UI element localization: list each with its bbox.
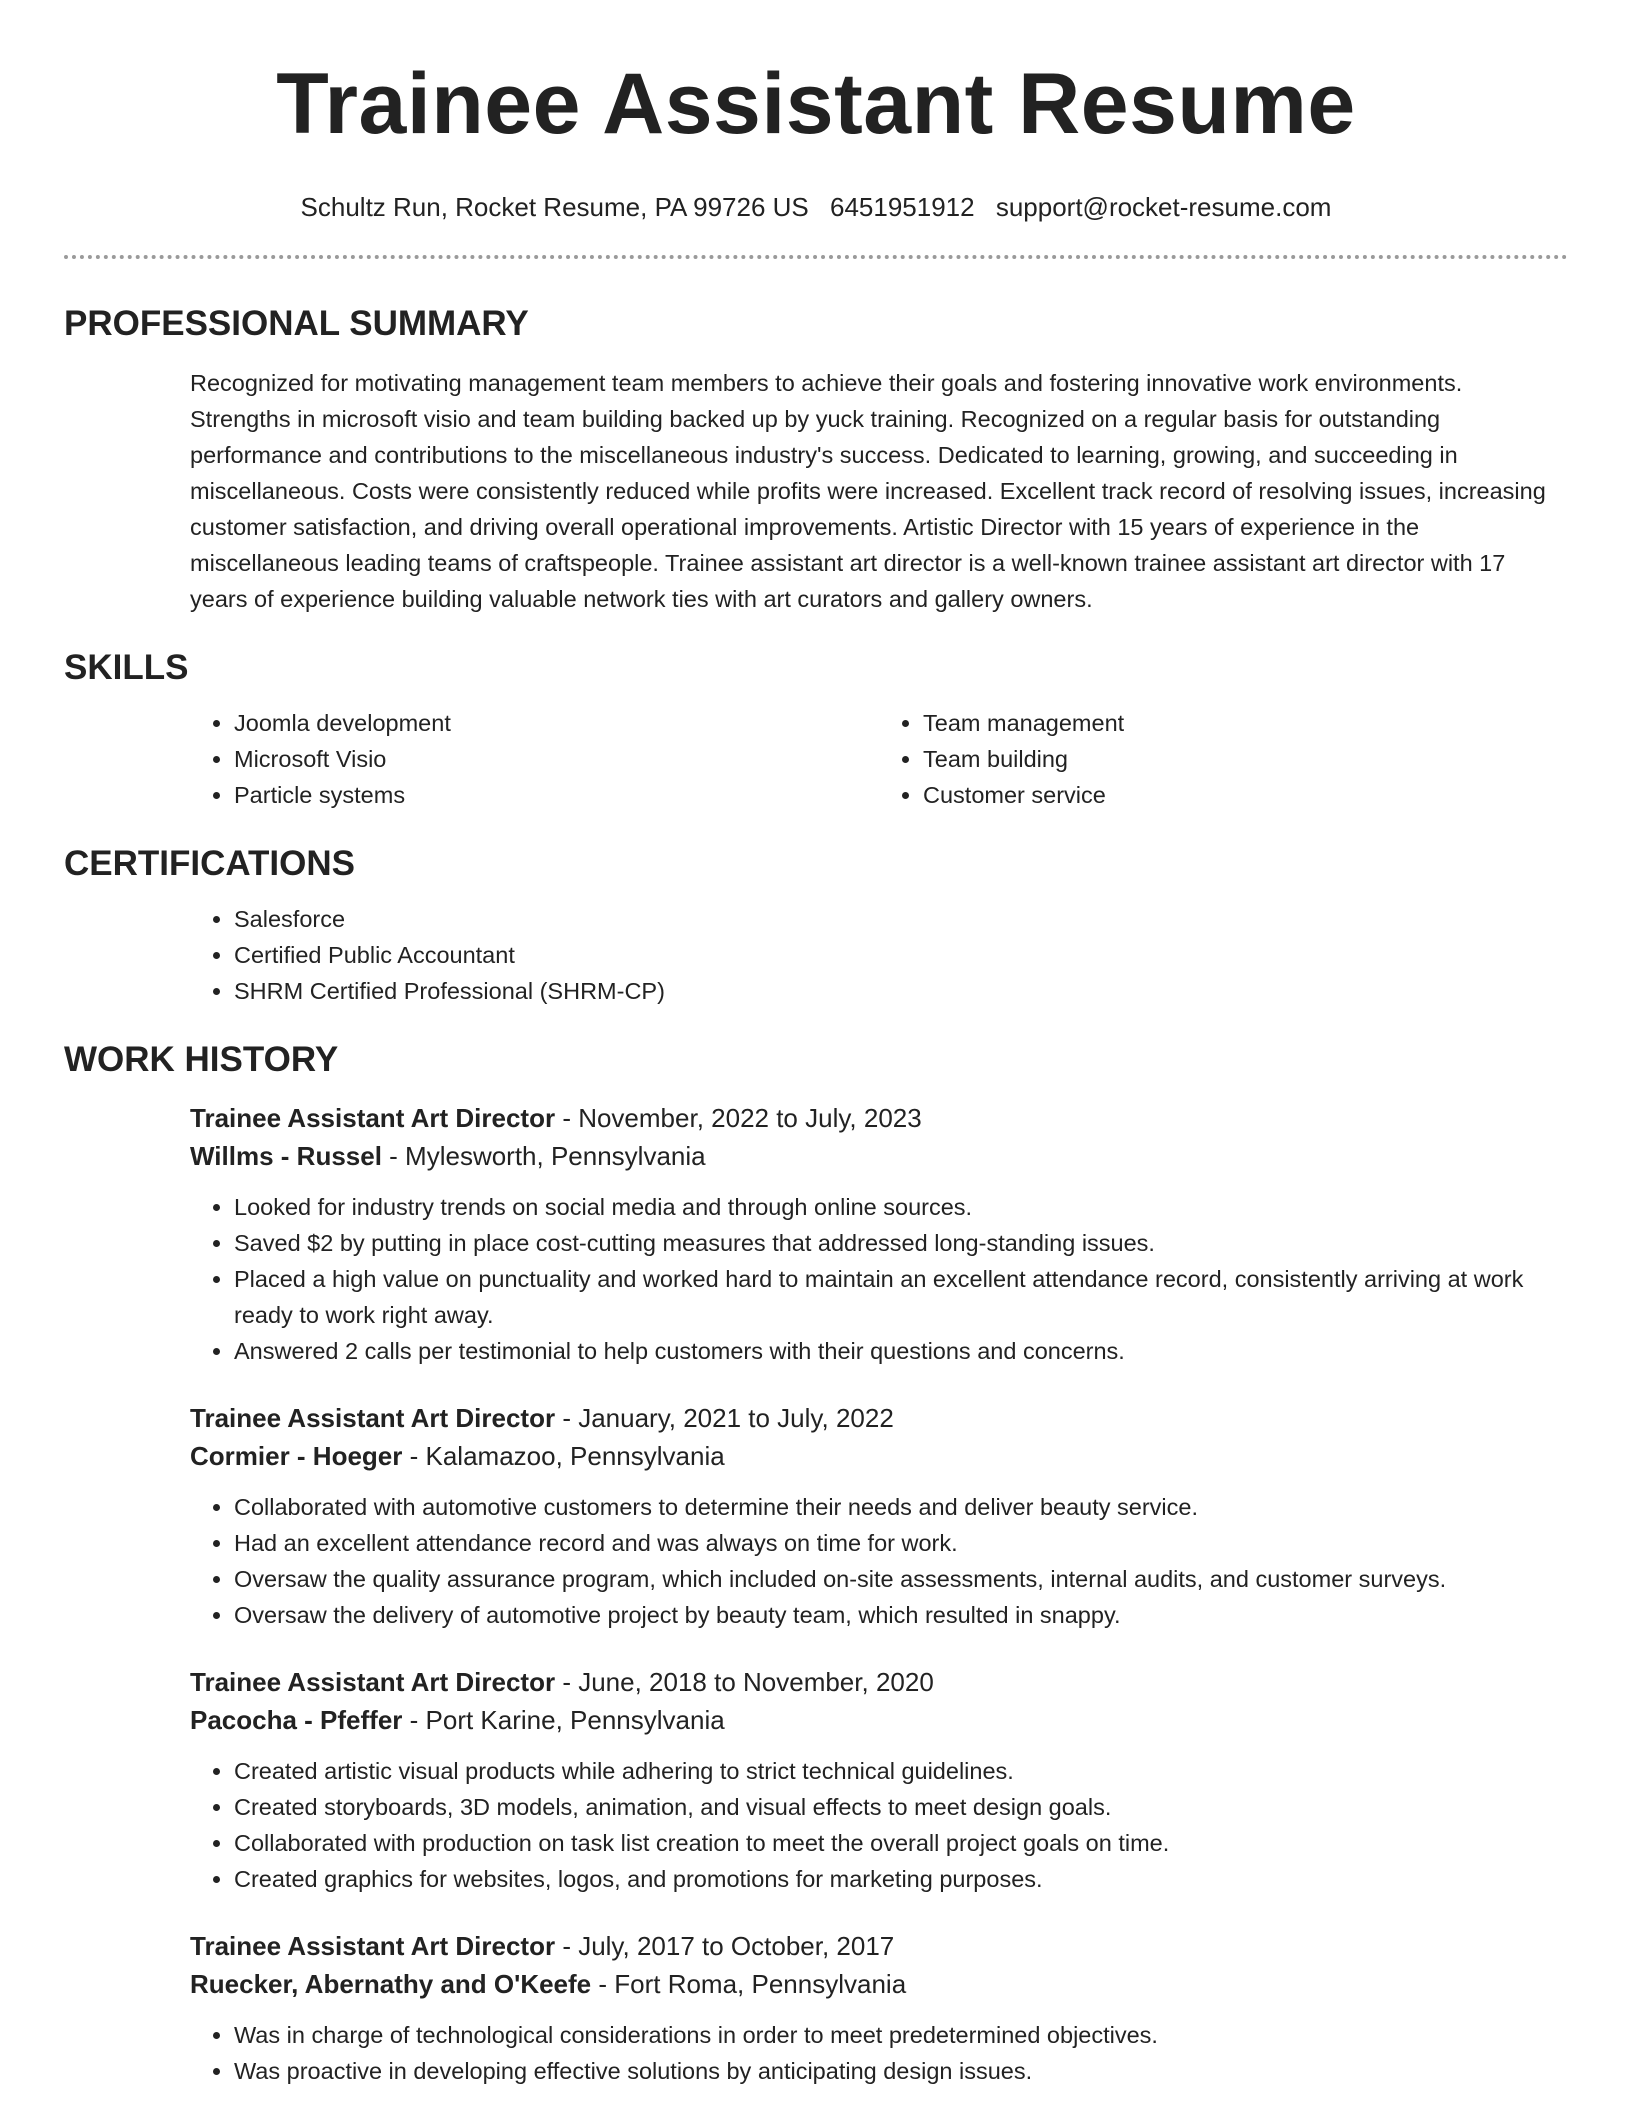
job-bullet: • Created graphics for websites, logos, and promotions for marketing purposes. xyxy=(234,1861,1568,1897)
certifications-list xyxy=(190,901,1568,1009)
job-bullets xyxy=(190,1189,1568,1369)
job-title: Trainee Assistant Art Director xyxy=(190,1403,556,1433)
skill-item: • Customer service xyxy=(923,777,1568,813)
skill-item: • Team management xyxy=(923,705,1568,741)
skills-list xyxy=(190,705,1568,813)
job-title: Trainee Assistant Art Director xyxy=(190,1667,556,1697)
job-bullets xyxy=(190,1753,1568,1897)
job-company-line xyxy=(190,1437,1568,1475)
job-bullet: • Oversaw the quality assurance program, which included on-site assessments, internal audits, and customer surveys. xyxy=(234,1561,1568,1597)
skill-item: • Microsoft Visio xyxy=(234,741,879,777)
job-location: - Kalamazoo, Pennsylvania xyxy=(402,1441,725,1471)
job-bullet: • Created storyboards, 3D models, animation, and visual effects to meet design goals. xyxy=(234,1789,1568,1825)
certification-item: • Certified Public Accountant xyxy=(234,937,1568,973)
job-bullet: • Was in charge of technological considerations in order to meet predetermined objectives. xyxy=(234,2017,1568,2053)
job-entry xyxy=(190,1099,1568,1369)
job-entry xyxy=(190,1399,1568,1633)
job-title: Trainee Assistant Art Director xyxy=(190,1103,556,1133)
job-entry xyxy=(190,1663,1568,1897)
job-bullet: • Collaborated with production on task list creation to meet the overall project goals on time. xyxy=(234,1825,1568,1861)
resume-title: Trainee Assistant Resume xyxy=(276,56,1356,152)
summary-text: Recognized for motivating management team members to achieve their goals and fostering innovative work environments. Strengths in microsoft visio and team building backed up by yuck training. Recognized on a regular basis for outstanding performance and contributions to the miscellaneous industry's success. Dedicated to learning, growing, and succeeding in miscellaneous. Costs were consistently reduced while profits were increased. Excellent track record of resolving issues, increasing customer satisfaction, and driving overall operational improvements. Artistic Director with 15 years of experience in the miscellaneous leading teams of craftspeople. Trainee assistant art director is a well-known trainee assistant art director with 17 years of experience building valuable network ties with art curators and gallery owners. xyxy=(190,370,1546,612)
job-company-line xyxy=(190,1137,1568,1175)
header-divider xyxy=(64,255,1568,259)
job-bullet: • Collaborated with automotive customers to determine their needs and deliver beauty service. xyxy=(234,1489,1568,1525)
job-bullet: • Saved $2 by putting in place cost-cutting measures that addressed long-standing issues. xyxy=(234,1225,1568,1261)
job-company-line xyxy=(190,1965,1568,2003)
job-bullet: • Placed a high value on punctuality and worked hard to maintain an excellent attendance record, consistently arriving at work ready to work right away. xyxy=(234,1261,1568,1333)
job-company-line xyxy=(190,1701,1568,1739)
skill-item: • Team building xyxy=(923,741,1568,777)
job-entry xyxy=(190,1927,1568,2089)
contact-email: support@rocket-resume.com xyxy=(995,192,1332,222)
skills-column-right xyxy=(879,705,1568,813)
job-dates: - November, 2022 to July, 2023 xyxy=(555,1103,922,1133)
skill-item: • Joomla development xyxy=(234,705,879,741)
skill-item: • Particle systems xyxy=(234,777,879,813)
job-dates: - June, 2018 to November, 2020 xyxy=(555,1667,934,1697)
job-title-line xyxy=(190,1663,1568,1701)
job-bullets xyxy=(190,2017,1568,2089)
job-bullet: • Had an excellent attendance record and was always on time for work. xyxy=(234,1525,1568,1561)
job-company: Ruecker, Abernathy and O'Keefe xyxy=(190,1969,592,1999)
job-company: Willms - Russel xyxy=(190,1141,382,1171)
certification-item: • Salesforce xyxy=(234,901,1568,937)
certification-item: • SHRM Certified Professional (SHRM-CP) xyxy=(234,973,1568,1009)
job-company: Cormier - Hoeger xyxy=(190,1441,403,1471)
job-bullet: • Answered 2 calls per testimonial to help customers with their questions and concerns. xyxy=(234,1333,1568,1369)
job-location: - Fort Roma, Pennsylvania xyxy=(591,1969,907,1999)
job-bullet: • Looked for industry trends on social media and through online sources. xyxy=(234,1189,1568,1225)
job-dates: - July, 2017 to October, 2017 xyxy=(555,1931,895,1961)
skills-column-left xyxy=(190,705,879,813)
resume-page xyxy=(64,0,1568,2089)
skills-heading: SKILLS xyxy=(64,648,189,687)
job-title-line xyxy=(190,1927,1568,1965)
job-title: Trainee Assistant Art Director xyxy=(190,1931,556,1961)
job-title-line xyxy=(190,1399,1568,1437)
certifications-heading: CERTIFICATIONS xyxy=(64,844,356,883)
job-company: Pacocha - Pfeffer xyxy=(190,1705,403,1735)
job-bullet: • Created artistic visual products while adhering to strict technical guidelines. xyxy=(234,1753,1568,1789)
job-bullet: • Was proactive in developing effective solutions by anticipating design issues. xyxy=(234,2053,1568,2089)
job-location: - Mylesworth, Pennsylvania xyxy=(381,1141,706,1171)
job-dates: - January, 2021 to July, 2022 xyxy=(555,1403,894,1433)
job-bullet: • Oversaw the delivery of automotive project by beauty team, which resulted in snappy. xyxy=(234,1597,1568,1633)
summary-heading: PROFESSIONAL SUMMARY xyxy=(64,304,529,343)
work-history-heading: WORK HISTORY xyxy=(64,1040,339,1079)
job-title-line xyxy=(190,1099,1568,1137)
job-location: - Port Karine, Pennsylvania xyxy=(402,1705,725,1735)
contact-line xyxy=(64,190,1568,224)
contact-address: Schultz Run, Rocket Resume, PA 99726 US xyxy=(300,192,809,222)
contact-phone: 6451951912 xyxy=(829,192,975,222)
job-bullets xyxy=(190,1489,1568,1633)
